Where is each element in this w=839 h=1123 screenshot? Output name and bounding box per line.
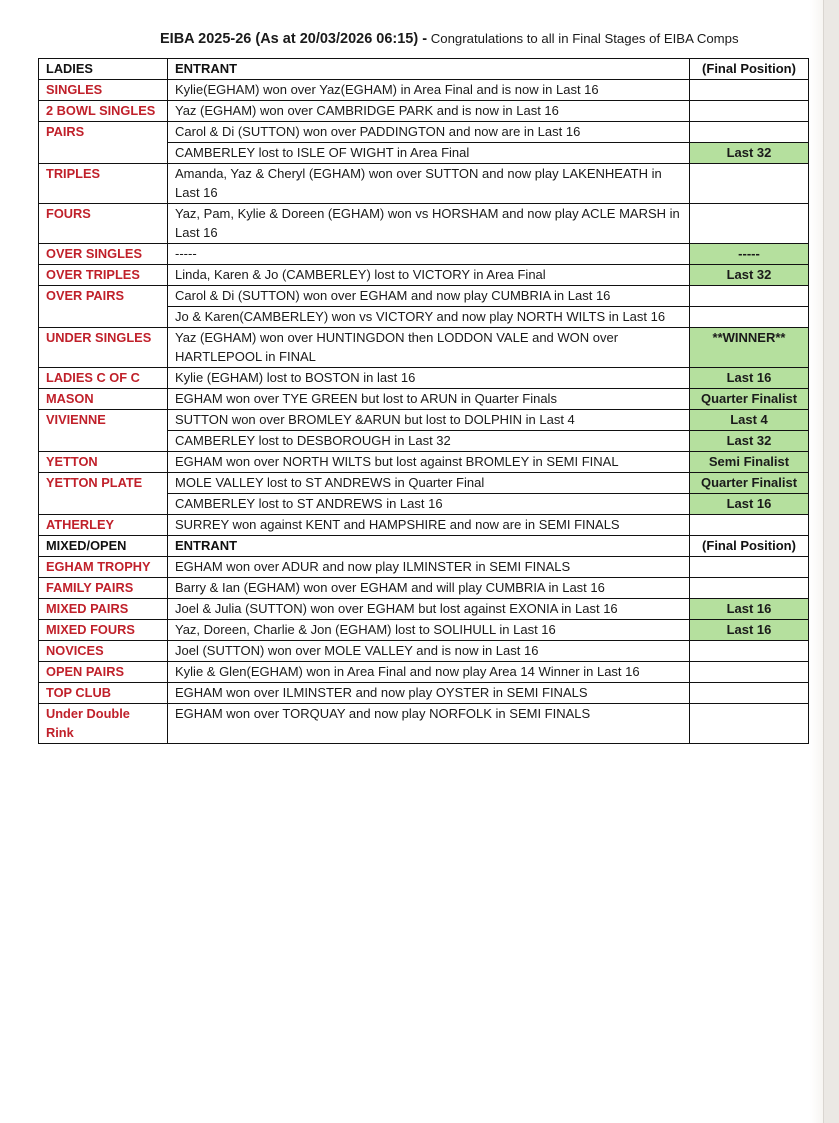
- final-position: [690, 662, 809, 683]
- competition-name: MASON: [39, 389, 168, 410]
- final-position: [690, 164, 809, 204]
- entrant-result: CAMBERLEY lost to ISLE OF WIGHT in Area Final: [168, 143, 690, 164]
- competition-results-table: [38, 58, 809, 744]
- entrant-result: -----: [168, 244, 690, 265]
- table-row: [39, 410, 809, 431]
- table-row: [39, 473, 809, 494]
- competition-name: PAIRS: [39, 122, 168, 164]
- competition-name: OVER PAIRS: [39, 286, 168, 328]
- table-row: [39, 80, 809, 101]
- competition-name: ATHERLEY: [39, 515, 168, 536]
- final-position: [690, 101, 809, 122]
- entrant-result: Linda, Karen & Jo (CAMBERLEY) lost to VICTORY in Area Final: [168, 265, 690, 286]
- table-row: [39, 641, 809, 662]
- table-row: [39, 515, 809, 536]
- table-row: [39, 452, 809, 473]
- entrant-result: Kylie(EGHAM) won over Yaz(EGHAM) in Area Final and is now in Last 16: [168, 80, 690, 101]
- competition-name: SINGLES: [39, 80, 168, 101]
- competition-name: EGHAM TROPHY: [39, 557, 168, 578]
- final-position: [690, 557, 809, 578]
- table-row: [39, 286, 809, 307]
- table-row: [39, 620, 809, 641]
- entrant-result: Kylie & Glen(EGHAM) won in Area Final and now play Area 14 Winner in Last 16: [168, 662, 690, 683]
- final-position: [690, 204, 809, 244]
- final-position: Last 4: [690, 410, 809, 431]
- entrant-result: CAMBERLEY lost to DESBOROUGH in Last 32: [168, 431, 690, 452]
- column-header-competition: MIXED/OPEN: [39, 536, 168, 557]
- table-row: [39, 164, 809, 204]
- table-row: [39, 328, 809, 368]
- competition-name: LADIES C OF C: [39, 368, 168, 389]
- entrant-result: Amanda, Yaz & Cheryl (EGHAM) won over SUTTON and now play LAKENHEATH in Last 16: [168, 164, 690, 204]
- final-position: [690, 641, 809, 662]
- table-row: [39, 244, 809, 265]
- final-position: Quarter Finalist: [690, 389, 809, 410]
- entrant-result: Jo & Karen(CAMBERLEY) won vs VICTORY and now play NORTH WILTS in Last 16: [168, 307, 690, 328]
- page-title: [160, 29, 739, 48]
- table-row: [39, 557, 809, 578]
- table-row: [39, 122, 809, 143]
- entrant-result: Yaz (EGHAM) won over HUNTINGDON then LODDON VALE and WON over HARTLEPOOL in FINAL: [168, 328, 690, 368]
- table-row: [39, 204, 809, 244]
- entrant-result: SURREY won against KENT and HAMPSHIRE and now are in SEMI FINALS: [168, 515, 690, 536]
- entrant-result: Carol & Di (SUTTON) won over EGHAM and now play CUMBRIA in Last 16: [168, 286, 690, 307]
- final-position: **WINNER**: [690, 328, 809, 368]
- competition-name: TOP CLUB: [39, 683, 168, 704]
- final-position: [690, 286, 809, 307]
- table-row: [39, 578, 809, 599]
- page-edge-shadow: [810, 0, 823, 1123]
- title-bold: EIBA 2025-26 (As at 20/03/2026 06:15) -: [160, 31, 428, 47]
- table-row: [39, 704, 809, 744]
- entrant-result: EGHAM won over ILMINSTER and now play OYSTER in SEMI FINALS: [168, 683, 690, 704]
- entrant-result: Kylie (EGHAM) lost to BOSTON in last 16: [168, 368, 690, 389]
- competition-name: OVER TRIPLES: [39, 265, 168, 286]
- competition-name: VIVIENNE: [39, 410, 168, 452]
- final-position: [690, 578, 809, 599]
- entrant-result: EGHAM won over ADUR and now play ILMINSTER in SEMI FINALS: [168, 557, 690, 578]
- table-row: [39, 101, 809, 122]
- final-position: Last 32: [690, 431, 809, 452]
- entrant-result: MOLE VALLEY lost to ST ANDREWS in Quarter Final: [168, 473, 690, 494]
- final-position: [690, 307, 809, 328]
- final-position: Quarter Finalist: [690, 473, 809, 494]
- entrant-result: Yaz, Doreen, Charlie & Jon (EGHAM) lost to SOLIHULL in Last 16: [168, 620, 690, 641]
- entrant-result: CAMBERLEY lost to ST ANDREWS in Last 16: [168, 494, 690, 515]
- final-position: [690, 80, 809, 101]
- final-position: [690, 122, 809, 143]
- entrant-result: EGHAM won over NORTH WILTS but lost against BROMLEY in SEMI FINAL: [168, 452, 690, 473]
- final-position: [690, 515, 809, 536]
- column-header-entrant: ENTRANT: [168, 536, 690, 557]
- competition-name: NOVICES: [39, 641, 168, 662]
- final-position: -----: [690, 244, 809, 265]
- table-row: [39, 368, 809, 389]
- table-row: [39, 683, 809, 704]
- entrant-result: Barry & Ian (EGHAM) won over EGHAM and will play CUMBRIA in Last 16: [168, 578, 690, 599]
- column-header-position: (Final Position): [690, 536, 809, 557]
- section-header-row: [39, 59, 809, 80]
- table-row: [39, 389, 809, 410]
- entrant-result: Yaz (EGHAM) won over CAMBRIDGE PARK and is now in Last 16: [168, 101, 690, 122]
- competition-name: Under Double Rink: [39, 704, 168, 744]
- competition-name: 2 BOWL SINGLES: [39, 101, 168, 122]
- competition-name: FOURS: [39, 204, 168, 244]
- competition-name: MIXED FOURS: [39, 620, 168, 641]
- entrant-result: Carol & Di (SUTTON) won over PADDINGTON and now are in Last 16: [168, 122, 690, 143]
- competition-name: UNDER SINGLES: [39, 328, 168, 368]
- entrant-result: Yaz, Pam, Kylie & Doreen (EGHAM) won vs HORSHAM and now play ACLE MARSH in Last 16: [168, 204, 690, 244]
- column-header-competition: LADIES: [39, 59, 168, 80]
- final-position: [690, 683, 809, 704]
- competition-name: OPEN PAIRS: [39, 662, 168, 683]
- final-position: [690, 704, 809, 744]
- final-position: Last 32: [690, 265, 809, 286]
- entrant-result: Joel (SUTTON) won over MOLE VALLEY and is now in Last 16: [168, 641, 690, 662]
- competition-name: YETTON PLATE: [39, 473, 168, 515]
- entrant-result: EGHAM won over TORQUAY and now play NORFOLK in SEMI FINALS: [168, 704, 690, 744]
- column-header-entrant: ENTRANT: [168, 59, 690, 80]
- table-row: [39, 599, 809, 620]
- entrant-result: SUTTON won over BROMLEY &ARUN but lost to DOLPHIN in Last 4: [168, 410, 690, 431]
- final-position: Last 16: [690, 620, 809, 641]
- final-position: Last 16: [690, 599, 809, 620]
- table-row: [39, 662, 809, 683]
- table-row: [39, 265, 809, 286]
- competition-name: OVER SINGLES: [39, 244, 168, 265]
- final-position: Last 32: [690, 143, 809, 164]
- column-header-position: (Final Position): [690, 59, 809, 80]
- final-position: Last 16: [690, 368, 809, 389]
- final-position: Semi Finalist: [690, 452, 809, 473]
- competition-name: YETTON: [39, 452, 168, 473]
- title-subtitle: Congratulations to all in Final Stages of EIBA Comps: [427, 31, 739, 46]
- section-header-row: [39, 536, 809, 557]
- final-position: Last 16: [690, 494, 809, 515]
- competition-name: TRIPLES: [39, 164, 168, 204]
- document-viewer-margin: [823, 0, 839, 1123]
- competition-name: MIXED PAIRS: [39, 599, 168, 620]
- entrant-result: Joel & Julia (SUTTON) won over EGHAM but lost against EXONIA in Last 16: [168, 599, 690, 620]
- competition-name: FAMILY PAIRS: [39, 578, 168, 599]
- entrant-result: EGHAM won over TYE GREEN but lost to ARUN in Quarter Finals: [168, 389, 690, 410]
